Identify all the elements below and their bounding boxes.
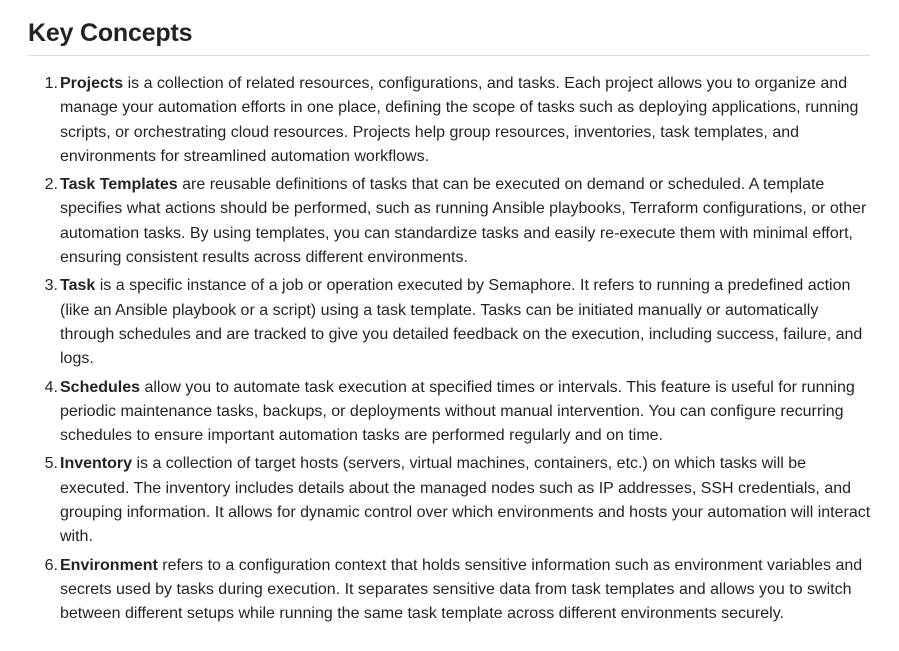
concept-item-projects <box>44 72 875 169</box>
list-number: 6. <box>44 556 58 574</box>
list-number: 4. <box>44 378 58 396</box>
concept-term: Inventory <box>60 455 133 473</box>
concept-item-inventory <box>44 452 875 549</box>
concept-item-schedules <box>44 376 875 449</box>
concepts-list <box>28 72 875 627</box>
concept-item-environment <box>44 554 875 627</box>
list-number: 2. <box>44 176 58 194</box>
list-number: 1. <box>44 75 58 92</box>
concept-term: Task Templates <box>60 176 178 194</box>
concept-description: is a collection of related resources, configurations, and tasks. Each project allows you to organize and manage your automation efforts in one place, defining the scope of tasks such as deploying applications, running scripts, or orchestrating cloud resources. Projects help group resources, inventories, task templates, and environments for streamlined automation workflows. <box>60 75 859 165</box>
concept-description: is a specific instance of a job or operation executed by Semaphore. It refers to running a predefined action (like an Ansible playbook or a script) using a task template. Tasks can be initiated manually or automatically through schedules and are tracked to give you detailed feedback on the execution, including success, failure, and logs. <box>60 277 863 368</box>
concept-term: Environment <box>60 556 158 574</box>
concept-term: Projects <box>60 75 124 92</box>
concept-item-task-templates <box>44 173 875 270</box>
concept-description: refers to a configuration context that holds sensitive information such as environment variables and secrets used by tasks during execution. It separates sensitive data from task templates and allows you to switch between different setups while running the same task template across different environments securely. <box>60 556 863 623</box>
page-title: Key Concepts <box>28 19 193 47</box>
concept-description: is a collection of target hosts (servers, virtual machines, containers, etc.) on which tasks will be executed. The inventory includes details about the managed nodes such as IP addresses, SSH credentials, and grouping information. It allows for dynamic control over which environments and hosts your automation will interact with. <box>60 455 871 546</box>
list-number: 5. <box>44 455 58 473</box>
list-number: 3. <box>44 277 58 295</box>
concept-item-task <box>44 274 875 371</box>
concept-term: Task <box>60 277 96 295</box>
concept-term: Schedules <box>60 378 141 396</box>
concept-description: are reusable definitions of tasks that can be executed on demand or scheduled. A template specifies what actions should be performed, such as running Ansible playbooks, Terraform configurations, or other automation tasks. By using templates, you can standardize tasks and easily re-execute them with minimal effort, ensuring consistent results across different environments. <box>60 176 867 267</box>
concept-description: allow you to automate task execution at specified times or intervals. This feature is useful for running periodic maintenance tasks, backups, or deployments without manual intervention. You can configure recurring schedules to ensure important automation tasks are performed regularly and on time. <box>60 378 855 445</box>
heading-divider <box>28 55 870 56</box>
